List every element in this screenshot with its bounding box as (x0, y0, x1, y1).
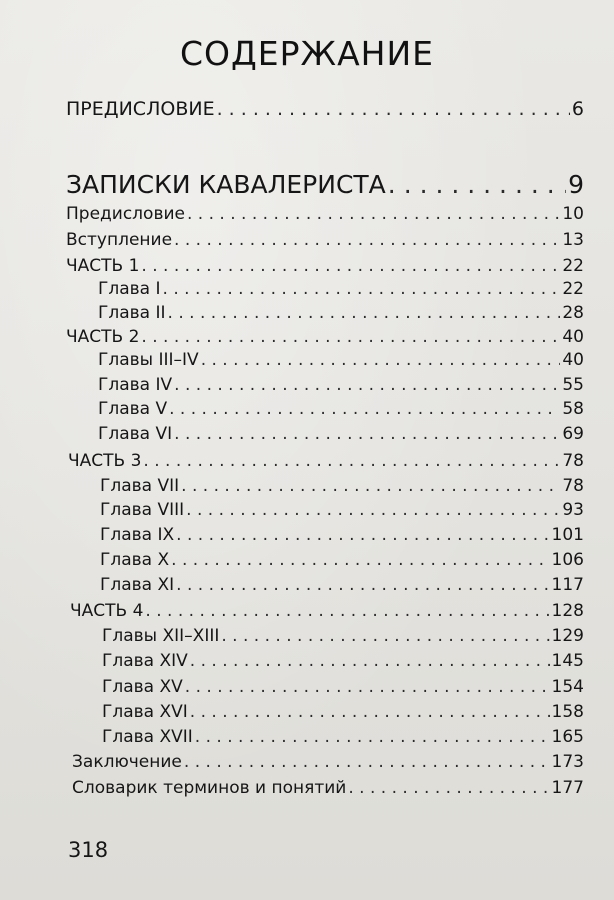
toc-entry-page: 128 (551, 601, 584, 621)
toc-entry (66, 204, 584, 224)
leader-dots (221, 626, 549, 646)
toc-entry (98, 399, 584, 419)
toc-entry (98, 424, 584, 444)
leader-dots (174, 424, 560, 444)
page-title: СОДЕРЖАНИЕ (179, 34, 435, 73)
leader-dots (190, 651, 550, 671)
toc-entry-page: 173 (551, 752, 584, 772)
toc-entry-label: ЧАСТЬ 4 (70, 601, 144, 621)
toc-entry-page: 13 (562, 230, 584, 250)
toc-entry (102, 626, 584, 646)
leader-dots (190, 702, 550, 722)
toc-entry-page: 93 (562, 500, 584, 520)
toc-entry (70, 601, 584, 621)
leader-dots (388, 170, 566, 199)
toc-entry-page: 129 (551, 626, 584, 646)
toc-entry-page: 78 (562, 476, 584, 496)
toc-entry-label: Глава XVII (102, 727, 193, 747)
toc-entry-page: 28 (562, 303, 584, 323)
toc-entry-page: 55 (562, 375, 584, 395)
toc-entry (66, 98, 584, 120)
toc-entry (66, 256, 584, 276)
toc-entry (98, 303, 584, 323)
toc-entry (100, 476, 584, 496)
toc-entry-label: Глава VI (98, 424, 173, 444)
leader-dots (186, 500, 560, 520)
toc-entry-label: Глава X (100, 550, 170, 570)
toc-entry (72, 778, 584, 798)
leader-dots (176, 525, 549, 545)
toc-entry-label: Глава XV (102, 677, 183, 697)
leader-dots (168, 303, 561, 323)
toc-entry (98, 350, 584, 370)
toc-entry-page: 158 (551, 702, 584, 722)
page-number: 318 (68, 838, 109, 862)
leader-dots (348, 778, 549, 798)
leader-dots (181, 476, 560, 496)
toc-entry-page: 117 (551, 575, 584, 595)
toc-entry-label: Глава V (98, 399, 168, 419)
toc-entry-label: Главы III–IV (98, 350, 199, 370)
toc-entry-label: Вступление (66, 230, 173, 250)
toc-entry-label: ЧАСТЬ 1 (66, 256, 140, 276)
toc-entry (68, 451, 584, 471)
toc-entry-page: 154 (551, 677, 584, 697)
toc-entry-label: ЧАСТЬ 2 (66, 327, 140, 347)
toc-entry (100, 500, 584, 520)
toc-entry-page: 22 (562, 256, 584, 276)
toc-entry (66, 170, 584, 199)
toc-entry (66, 230, 584, 250)
toc-entry-label: Заключение (72, 752, 182, 772)
toc-entry (66, 327, 584, 347)
toc-entry (98, 375, 584, 395)
toc-entry-label: ПРЕДИСЛОВИЕ (66, 98, 215, 120)
leader-dots (141, 256, 560, 276)
toc-entry-label: Глава IX (100, 525, 175, 545)
leader-dots (176, 575, 549, 595)
leader-dots (201, 350, 561, 370)
toc-entry (100, 575, 584, 595)
toc-entry-page: 6 (571, 98, 584, 120)
toc-entry-label: Главы XII–XIII (102, 626, 220, 646)
toc-entry-label: Глава XVI (102, 702, 188, 722)
toc-entry-page: 145 (551, 651, 584, 671)
toc-entry (98, 279, 584, 299)
toc-entry (102, 677, 584, 697)
toc-entry-label: Глава VII (100, 476, 180, 496)
toc-entry-label: Глава I (98, 279, 161, 299)
leader-dots (174, 375, 560, 395)
toc-entry-label: Глава XI (100, 575, 175, 595)
leader-dots (171, 550, 549, 570)
leader-dots (174, 230, 560, 250)
toc-entry (102, 702, 584, 722)
leader-dots (145, 601, 549, 621)
toc-entry-page: 40 (562, 327, 584, 347)
toc-entry-label: Предисловие (66, 204, 185, 224)
toc-entry-page: 58 (562, 399, 584, 419)
toc-entry (100, 525, 584, 545)
toc-entry-label: Глава VIII (100, 500, 185, 520)
leader-dots (195, 727, 550, 747)
toc-entry-label: Глава IV (98, 375, 173, 395)
leader-dots (143, 451, 560, 471)
toc-entry-page: 40 (562, 350, 584, 370)
toc-entry-page: 9 (568, 170, 584, 199)
toc-entry (100, 550, 584, 570)
toc-entry (102, 651, 584, 671)
toc-entry-label: Глава XIV (102, 651, 188, 671)
toc-entry-label: Словарик терминов и понятий (72, 778, 347, 798)
toc-entry-page: 22 (562, 279, 584, 299)
leader-dots (185, 677, 550, 697)
leader-dots (187, 204, 560, 224)
toc-entry-label: ЗАПИСКИ КАВАЛЕРИСТА (66, 170, 386, 199)
toc-entry (72, 752, 584, 772)
toc-entry-page: 69 (562, 424, 584, 444)
toc-entry-page: 78 (562, 451, 584, 471)
leader-dots (169, 399, 560, 419)
toc-entry-page: 177 (551, 778, 584, 798)
toc-entry-label: Глава II (98, 303, 166, 323)
leader-dots (217, 98, 570, 120)
toc-entry-page: 106 (551, 550, 584, 570)
leader-dots (141, 327, 560, 347)
toc-entry-page: 165 (551, 727, 584, 747)
toc-entry-label: ЧАСТЬ 3 (68, 451, 142, 471)
toc-entry-page: 101 (551, 525, 584, 545)
toc-entry-page: 10 (562, 204, 584, 224)
leader-dots (184, 752, 550, 772)
leader-dots (163, 279, 561, 299)
toc-entry (102, 727, 584, 747)
